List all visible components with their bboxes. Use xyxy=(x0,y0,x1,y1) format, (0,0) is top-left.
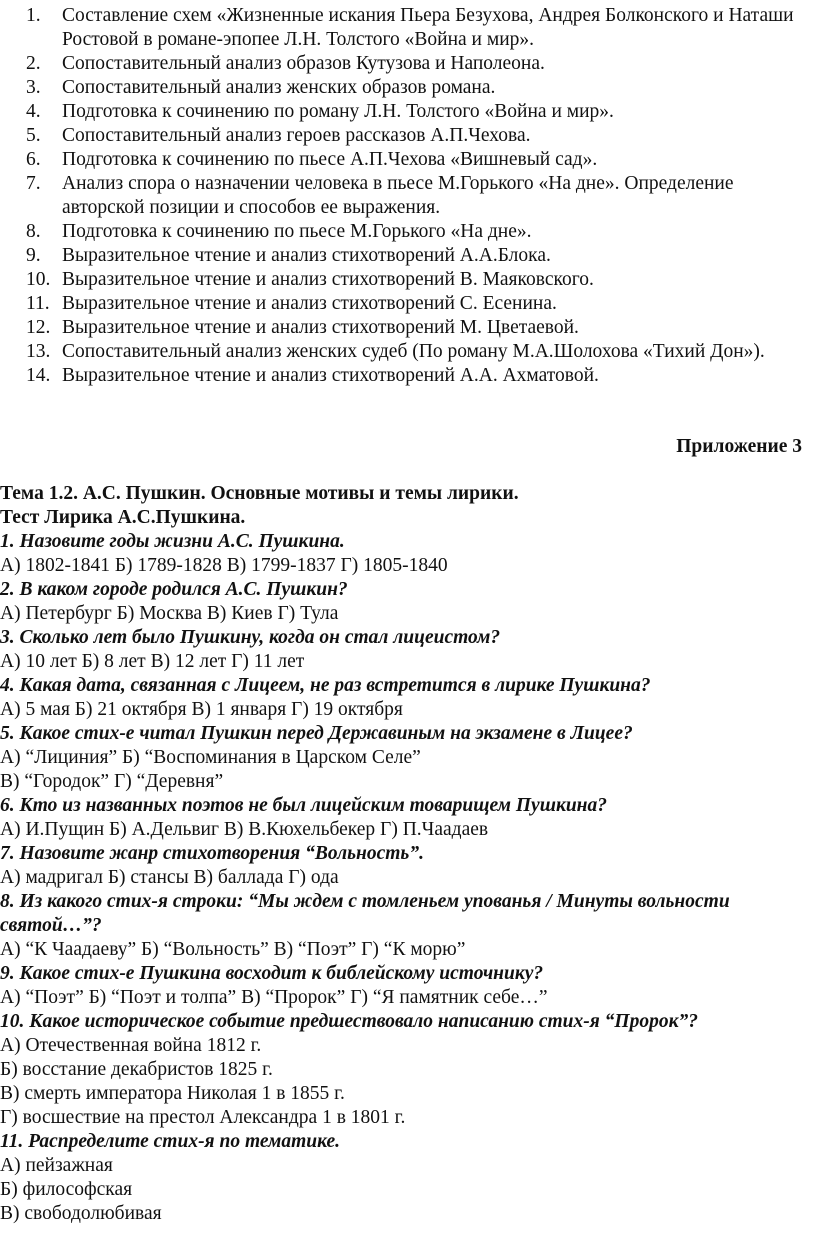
list-item-text: Подготовка к сочинению по роману Л.Н. Толстого «Война и мир». xyxy=(62,101,614,122)
test-section xyxy=(0,482,808,1226)
list-item-number: 8. xyxy=(26,221,41,242)
answer-line: А) 10 лет Б) 8 лет В) 12 лет Г) 11 лет xyxy=(0,651,305,672)
list-item xyxy=(0,172,816,220)
list-item xyxy=(0,340,816,364)
answer-line: Б) восстание декабристов 1825 г. xyxy=(0,1059,273,1080)
list-item-text: Подготовка к сочинению по пьесе М.Горького «На дне». xyxy=(62,221,532,242)
answer-line: А) мадригал Б) стансы В) баллада Г) ода xyxy=(0,867,339,888)
list-item-number: 14. xyxy=(26,365,51,386)
list-item-number: 13. xyxy=(26,341,51,362)
list-item-text: Выразительное чтение и анализ стихотворений С. Есенина. xyxy=(62,293,557,314)
appendix-label: Приложение 3 xyxy=(676,436,802,457)
question-5: 5. Какое стих-е читал Пушкин перед Державиным на экзамене в Лицее? xyxy=(0,723,633,744)
list-item xyxy=(0,4,816,52)
list-item xyxy=(0,268,816,292)
answer-line: В) свободолюбивая xyxy=(0,1203,162,1224)
answer-line: А) “Поэт” Б) “Поэт и толпа” В) “Пророк” Г) “Я памятник себе…” xyxy=(0,987,548,1008)
answer-line: В) смерть императора Николая 1 в 1855 г. xyxy=(0,1083,345,1104)
list-item-text: Сопоставительный анализ женских судеб (По роману М.А.Шолохова «Тихий Дон»). xyxy=(62,341,765,362)
list-item xyxy=(0,148,816,172)
list-item xyxy=(0,364,816,388)
answer-line: Г) восшествие на престол Александра 1 в 1801 г. xyxy=(0,1107,406,1128)
list-item-text: Составление схем «Жизненные искания Пьера Безухова, Андрея Болконского и Наташи Ростовой в романе-эпопее Л.Н. Толстого «Война и мир». xyxy=(62,5,794,50)
list-item-number: 3. xyxy=(26,77,41,98)
answer-line: А) Петербург Б) Москва В) Киев Г) Тула xyxy=(0,603,339,624)
list-item-text: Сопоставительный анализ образов Кутузова и Наполеона. xyxy=(62,53,545,74)
question-8: 8. Из какого стих-я строки: “Мы ждем с томленьем упованья / Минуты вольности святой…”? xyxy=(0,891,730,936)
answer-line: А) “Лициния” Б) “Воспоминания в Царском Селе” xyxy=(0,747,421,768)
list-item-number: 2. xyxy=(26,53,41,74)
list-item-text: Подготовка к сочинению по пьесе А.П.Чехова «Вишневый сад». xyxy=(62,149,598,170)
answer-line: А) Отечественная война 1812 г. xyxy=(0,1035,262,1056)
answer-line: А) 1802-1841 Б) 1789-1828 В) 1799-1837 Г) 1805-1840 xyxy=(0,555,448,576)
answer-line: А) И.Пущин Б) А.Дельвиг В) В.Кюхельбекер Г) П.Чаадаев xyxy=(0,819,489,840)
list-item xyxy=(0,316,816,340)
list-item-number: 1. xyxy=(26,5,41,26)
list-item-text: Сопоставительный анализ героев рассказов А.П.Чехова. xyxy=(62,125,531,146)
list-item-number: 7. xyxy=(26,173,41,194)
list-item xyxy=(0,124,816,148)
list-item-number: 6. xyxy=(26,149,41,170)
list-item xyxy=(0,220,816,244)
answer-line: В) “Городок” Г) “Деревня” xyxy=(0,771,224,792)
answer-line: А) “К Чаадаеву” Б) “Вольность” В) “Поэт” Г) “К морю” xyxy=(0,939,466,960)
list-item-text: Анализ спора о назначении человека в пьесе М.Горького «На дне». Определение авторской позиции и способов ее выражения. xyxy=(62,173,734,218)
question-4: 4. Какая дата, связанная с Лицеем, не раз встретится в лирике Пушкина? xyxy=(0,675,651,696)
list-item-number: 11. xyxy=(26,293,50,314)
list-item xyxy=(0,52,816,76)
question-2: 2. В каком городе родился А.С. Пушкин? xyxy=(0,579,348,600)
question-3: 3. Сколько лет было Пушкину, когда он стал лицеистом? xyxy=(0,627,501,648)
list-item-number: 9. xyxy=(26,245,41,266)
list-item-text: Сопоставительный анализ женских образов романа. xyxy=(62,77,496,98)
topic-heading: Тема 1.2. А.С. Пушкин. Основные мотивы и темы лирики. xyxy=(0,483,519,504)
list-item xyxy=(0,292,816,316)
list-item-number: 5. xyxy=(26,125,41,146)
question-11: 11. Распределите стих-я по тематике. xyxy=(0,1131,340,1152)
list-item-text: Выразительное чтение и анализ стихотворений А.А.Блока. xyxy=(62,245,551,266)
list-item xyxy=(0,76,816,100)
answer-line: Б) философская xyxy=(0,1179,133,1200)
list-item-number: 10. xyxy=(26,269,51,290)
question-10: 10. Какое историческое событие предшествовало написанию стих-я “Пророк”? xyxy=(0,1011,698,1032)
list-item-number: 12. xyxy=(26,317,51,338)
answer-line: А) 5 мая Б) 21 октября В) 1 января Г) 19 октября xyxy=(0,699,403,720)
question-9: 9. Какое стих-е Пушкина восходит к библейскому источнику? xyxy=(0,963,544,984)
list-item-text: Выразительное чтение и анализ стихотворений М. Цветаевой. xyxy=(62,317,579,338)
list-item-text: Выразительное чтение и анализ стихотворений А.А. Ахматовой. xyxy=(62,365,599,386)
list-item-text: Выразительное чтение и анализ стихотворений В. Маяковского. xyxy=(62,269,594,290)
list-item-number: 4. xyxy=(26,101,41,122)
list-item xyxy=(0,100,816,124)
question-6: 6. Кто из названных поэтов не был лицейским товарищем Пушкина? xyxy=(0,795,607,816)
answer-line: А) пейзажная xyxy=(0,1155,113,1176)
list-item xyxy=(0,244,816,268)
question-7: 7. Назовите жанр стихотворения “Вольность”. xyxy=(0,843,424,864)
assignment-list xyxy=(0,4,816,388)
question-1: 1. Назовите годы жизни А.С. Пушкина. xyxy=(0,531,345,552)
test-title: Тест Лирика А.С.Пушкина. xyxy=(0,507,246,528)
